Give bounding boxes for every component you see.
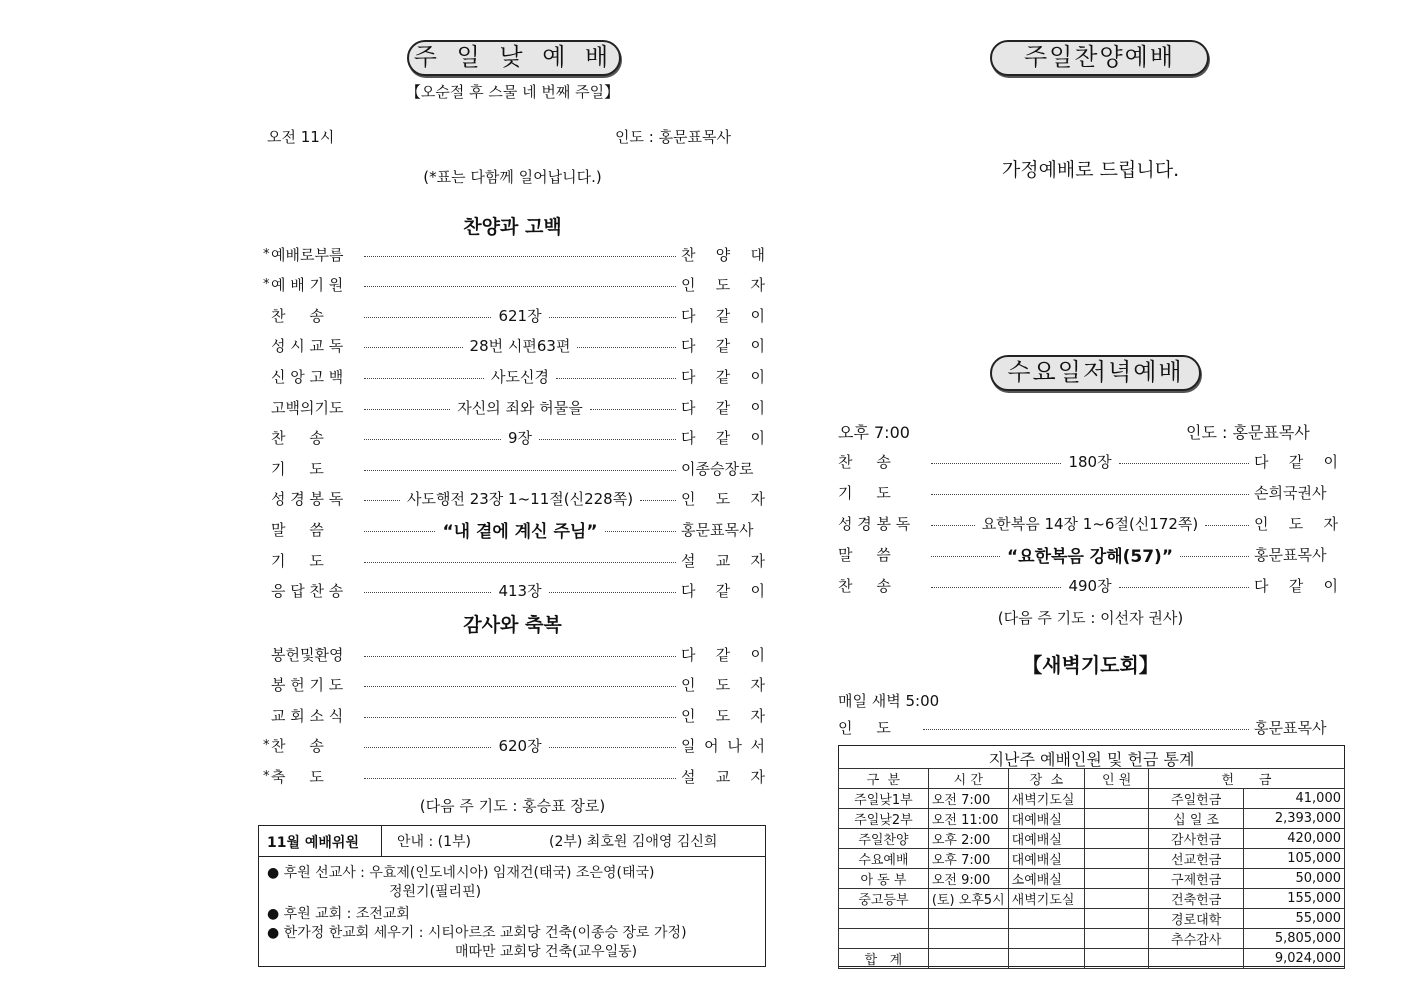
order-person: 설 교 자 xyxy=(681,551,765,570)
leader-dots xyxy=(923,729,1249,730)
stats-cell-amt: 155,000 xyxy=(1244,889,1345,909)
order-person: 인 도 자 xyxy=(681,706,765,725)
stats-title: 지난주 예배인원 및 헌금 통계 xyxy=(988,750,1195,769)
dawn-prayer-title: 【새벽기도회】 xyxy=(1022,653,1159,677)
stats-cell-count xyxy=(1085,869,1149,889)
stats-cell-amt: 9,024,000 xyxy=(1244,949,1345,969)
stats-cell-name: 주일낮2부 xyxy=(839,809,929,829)
order-row xyxy=(263,243,765,265)
leader-dots xyxy=(577,347,676,348)
leader-dots xyxy=(364,562,676,563)
stand-marker: * xyxy=(263,768,270,784)
order-detail: 사도신경 xyxy=(491,367,549,386)
box-header-divider xyxy=(259,856,765,857)
stats-cell-off: 건축헌금 xyxy=(1149,889,1244,909)
order-label: 말 씀 xyxy=(271,520,324,539)
order-person: 다 같 이 xyxy=(1254,576,1338,595)
dawn-leader-row xyxy=(838,716,1338,738)
sunday-time: 오전 11시 xyxy=(267,128,335,146)
order-person: 인 도 자 xyxy=(681,676,765,694)
order-detail: 620장 xyxy=(498,737,542,755)
leader-dots xyxy=(364,378,484,379)
stats-header-cell: 구 분 xyxy=(839,769,929,789)
stats-cell-count xyxy=(1085,949,1149,969)
leader-dots xyxy=(364,439,501,440)
stats-cell-name: 합 계 xyxy=(839,949,929,969)
leader-dots xyxy=(931,463,1061,464)
stats-cell-name xyxy=(839,929,929,949)
order-person: 다 같 이 xyxy=(681,337,765,356)
leader-dots xyxy=(364,686,676,687)
leader-dots xyxy=(364,470,676,471)
order-detail: 자신의 죄와 허물을 xyxy=(457,398,583,417)
order-detail: 요한복음 14장 1~6절(신172쪽) xyxy=(981,514,1199,533)
dawn-leader-label: 인 도 xyxy=(838,718,891,737)
church-planting-line-2: 매따만 교회당 건축(교우일동) xyxy=(455,944,638,960)
order-row xyxy=(263,304,765,326)
order-person: 다 같 이 xyxy=(681,306,765,325)
order-detail: 180장 xyxy=(1068,452,1112,471)
stats-cell-place: 소예배실 xyxy=(1008,869,1085,889)
order-label: 고백의기도 xyxy=(271,398,344,417)
order-label: 찬 송 xyxy=(838,576,891,595)
order-row xyxy=(838,450,1338,472)
order-person: 이종승장로 xyxy=(681,459,754,478)
order-row xyxy=(263,580,765,602)
stats-cell-name: 중고등부 xyxy=(839,889,929,909)
leader-dots xyxy=(364,317,491,318)
order-label: 찬 송 xyxy=(271,306,324,325)
stats-row xyxy=(839,929,1345,949)
stats-cell-amt: 420,000 xyxy=(1244,829,1345,849)
box-header-vdivider xyxy=(381,826,382,856)
stats-cell-off xyxy=(1149,949,1244,969)
stats-cell-name xyxy=(839,909,929,929)
sunday-praise-title: 주일찬양예배 xyxy=(990,40,1209,76)
order-label: 신 앙 고 백 xyxy=(271,367,344,386)
wednesday-service-title: 수요일저녁예배 xyxy=(990,355,1201,391)
missionary-line: ● 후원 선교사 : 우효제(인도네시아) 임재건(태국) 조은영(태국) xyxy=(267,865,655,881)
order-person: 찬 양 대 xyxy=(681,245,765,264)
stats-row xyxy=(839,949,1345,969)
section-thanks-blessing: 감사와 축복 xyxy=(463,614,562,636)
leader-dots xyxy=(539,439,676,440)
order-row xyxy=(263,518,765,540)
order-label: 축 도 xyxy=(271,767,324,786)
stats-cell-amt: 5,805,000 xyxy=(1244,929,1345,949)
stats-cell-count xyxy=(1085,889,1149,909)
order-person: 다 같 이 xyxy=(681,367,765,386)
order-row xyxy=(838,481,1338,503)
leader-dots xyxy=(931,587,1061,588)
order-person: 인 도 자 xyxy=(681,490,766,509)
order-person: 일 어 나 서 xyxy=(681,737,765,755)
order-label: 찬 송 xyxy=(271,737,324,755)
sunday-service-title: 주 일 낮 예 배 xyxy=(407,40,621,76)
leader-dots xyxy=(931,556,1000,557)
leader-dots xyxy=(549,317,676,318)
leader-dots xyxy=(1119,463,1249,464)
stats-cell-name: 주일찬양 xyxy=(839,829,929,849)
order-person: 다 같 이 xyxy=(681,398,765,417)
leader-dots xyxy=(364,531,435,532)
stand-marker: * xyxy=(263,738,270,753)
order-person: 다 같 이 xyxy=(681,429,766,448)
order-label: 성 경 봉 독 xyxy=(838,514,911,533)
order-row xyxy=(263,765,765,787)
order-row xyxy=(263,274,765,296)
committee-second: (2부) 최호원 김애영 김신희 xyxy=(549,834,718,850)
stats-cell-off: 경로대학 xyxy=(1149,909,1244,929)
order-row xyxy=(838,574,1338,596)
standing-note: (*표는 다함께 일어납니다.) xyxy=(423,168,602,186)
stats-cell-off: 추수감사 xyxy=(1149,929,1244,949)
stats-cell-name: 수요예배 xyxy=(839,849,929,869)
order-row xyxy=(263,335,765,357)
order-row xyxy=(263,674,765,696)
stats-table xyxy=(838,768,1345,969)
order-label: 찬 송 xyxy=(271,429,324,448)
order-person: 다 같 이 xyxy=(1254,452,1338,471)
order-row xyxy=(263,549,765,571)
next-prayer-note: (다음 주 기도 : 홍승표 장로) xyxy=(419,797,606,815)
leader-dots xyxy=(931,494,1249,495)
order-detail: 사도행전 23장 1~11절(신228쪽) xyxy=(406,490,634,509)
committee-label: 11월 예배위원 xyxy=(267,835,359,851)
wednesday-next-prayer: (다음 주 기도 : 이선자 권사) xyxy=(997,609,1184,627)
stats-header-row xyxy=(839,769,1345,789)
stats-cell-time: 오후 2:00 xyxy=(928,829,1008,849)
stats-row xyxy=(839,829,1345,849)
order-row xyxy=(263,396,765,418)
order-label: 찬 송 xyxy=(838,452,891,471)
church-planting-line: ● 한가정 한교회 세우기 : 시티아르조 교회당 건축(이종승 장로 가정) xyxy=(267,925,687,941)
dawn-leader-value: 홍문표목사 xyxy=(1254,718,1327,737)
stand-marker: * xyxy=(263,277,270,293)
stats-row xyxy=(839,909,1345,929)
supported-church-line: ● 후원 교회 : 조전교회 xyxy=(267,906,410,922)
stats-header-cell: 시 간 xyxy=(928,769,1008,789)
stats-cell-amt: 41,000 xyxy=(1244,789,1345,809)
stats-cell-name: 주일낮1부 xyxy=(839,789,929,809)
committee-guide: 안내 : (1부) xyxy=(397,834,472,850)
stats-header-cell: 헌 금 xyxy=(1149,769,1345,789)
stats-cell-time: 오후 7:00 xyxy=(928,849,1008,869)
stats-cell-count xyxy=(1085,929,1149,949)
worship-committee-box xyxy=(258,825,766,967)
order-person: 손희국권사 xyxy=(1254,483,1327,502)
stats-cell-off: 선교헌금 xyxy=(1149,849,1244,869)
wednesday-leader: 인도 : 홍문표목사 xyxy=(1186,423,1310,442)
leader-dots xyxy=(364,500,400,501)
leader-dots xyxy=(364,717,676,718)
stats-cell-time: 오전 11:00 xyxy=(928,809,1008,829)
order-label: 예배로부름 xyxy=(271,245,344,264)
stats-cell-time xyxy=(928,909,1008,929)
stats-cell-time: (토) 오후5시 xyxy=(928,889,1008,909)
order-label: 교 회 소 식 xyxy=(271,706,344,725)
order-detail: 9장 xyxy=(507,429,533,448)
leader-dots xyxy=(556,378,676,379)
leader-dots xyxy=(364,286,676,287)
order-person: 홍문표목사 xyxy=(1254,545,1327,564)
leader-dots xyxy=(549,592,676,593)
leader-dots xyxy=(364,409,450,410)
stats-cell-time: 오전 7:00 xyxy=(928,789,1008,809)
order-detail: 490장 xyxy=(1068,576,1112,595)
leader-dots xyxy=(364,592,491,593)
order-detail: “요한복음 강해(57)” xyxy=(1007,546,1173,567)
stats-cell-place: 대예배실 xyxy=(1008,809,1085,829)
stats-cell-count xyxy=(1085,829,1149,849)
stats-cell-place: 새벽기도실 xyxy=(1008,789,1085,809)
order-person: 인 도 자 xyxy=(1254,514,1339,533)
stats-cell-amt: 50,000 xyxy=(1244,869,1345,889)
family-worship-note: 가정예배로 드립니다. xyxy=(1001,159,1180,181)
stats-cell-amt: 2,393,000 xyxy=(1244,809,1345,829)
sunday-leader: 인도 : 홍문표목사 xyxy=(615,128,732,146)
order-label: 기 도 xyxy=(838,483,891,502)
leader-dots xyxy=(364,656,676,657)
stats-header-cell: 인 원 xyxy=(1085,769,1149,789)
leader-dots xyxy=(364,347,463,348)
order-person: 다 같 이 xyxy=(681,645,765,664)
leader-dots xyxy=(1180,556,1249,557)
leader-dots xyxy=(605,531,676,532)
stats-cell-place xyxy=(1008,909,1085,929)
order-row xyxy=(838,543,1338,565)
leader-dots xyxy=(1119,587,1249,588)
stats-cell-off: 구제헌금 xyxy=(1149,869,1244,889)
stats-cell-place xyxy=(1008,949,1085,969)
order-label: 봉헌및환영 xyxy=(271,645,344,664)
stats-cell-count xyxy=(1085,849,1149,869)
stats-cell-count xyxy=(1085,909,1149,929)
order-label: 말 씀 xyxy=(838,545,891,564)
order-detail: 621장 xyxy=(498,306,542,325)
order-row xyxy=(263,365,765,387)
order-row xyxy=(263,643,765,665)
leader-dots xyxy=(590,409,676,410)
order-detail: 28번 시편63편 xyxy=(469,337,571,356)
stats-cell-place: 대예배실 xyxy=(1008,829,1085,849)
leader-dots xyxy=(364,256,676,257)
order-row xyxy=(263,704,765,726)
order-row xyxy=(263,457,765,479)
section-praise-confession: 찬양과 고백 xyxy=(463,216,562,238)
order-row xyxy=(263,427,765,449)
order-person: 인 도 자 xyxy=(681,276,765,295)
stats-cell-off: 감사헌금 xyxy=(1149,829,1244,849)
stats-row xyxy=(839,789,1345,809)
stats-row xyxy=(839,849,1345,869)
stats-cell-count xyxy=(1085,809,1149,829)
order-person: 다 같 이 xyxy=(681,582,765,601)
order-row xyxy=(263,488,765,510)
order-label: 기 도 xyxy=(271,459,324,478)
stats-cell-place: 대예배실 xyxy=(1008,849,1085,869)
wednesday-time: 오후 7:00 xyxy=(838,423,910,442)
order-detail: “내 곁에 계신 주님” xyxy=(442,521,598,542)
leader-dots xyxy=(640,500,676,501)
order-label: 봉 헌 기 도 xyxy=(271,676,344,694)
missionary-line-2: 정원기(필리핀) xyxy=(389,884,482,900)
stats-cell-time xyxy=(928,929,1008,949)
stand-marker: * xyxy=(263,246,270,262)
sunday-subtitle: 【오순절 후 스물 네 번째 주일】 xyxy=(405,83,620,101)
leader-dots xyxy=(1205,525,1249,526)
stats-row xyxy=(839,889,1345,909)
dawn-time: 매일 새벽 5:00 xyxy=(838,692,940,710)
order-row xyxy=(263,735,765,757)
order-person: 설 교 자 xyxy=(681,767,765,786)
stats-cell-count xyxy=(1085,789,1149,809)
stats-cell-time xyxy=(928,949,1008,969)
order-label: 기 도 xyxy=(271,551,324,570)
leader-dots xyxy=(364,747,491,748)
order-label: 성 경 봉 독 xyxy=(271,490,344,509)
leader-dots xyxy=(364,778,676,779)
order-label: 예 배 기 원 xyxy=(271,276,344,295)
stats-cell-amt: 105,000 xyxy=(1244,849,1345,869)
order-detail: 413장 xyxy=(498,582,542,601)
order-row xyxy=(838,512,1338,534)
stats-row xyxy=(839,809,1345,829)
stats-cell-name: 아 동 부 xyxy=(839,869,929,889)
order-label: 응 답 찬 송 xyxy=(271,582,344,601)
order-person: 홍문표목사 xyxy=(681,520,754,539)
leader-dots xyxy=(931,525,975,526)
stats-cell-place: 새벽기도실 xyxy=(1008,889,1085,909)
order-label: 성 시 교 독 xyxy=(271,337,344,356)
stats-cell-off: 십 일 조 xyxy=(1149,809,1244,829)
leader-dots xyxy=(549,747,676,748)
stats-cell-time: 오전 9:00 xyxy=(928,869,1008,889)
stats-cell-off: 주일헌금 xyxy=(1149,789,1244,809)
stats-header-cell: 장 소 xyxy=(1008,769,1085,789)
stats-row xyxy=(839,869,1345,889)
stats-cell-place xyxy=(1008,929,1085,949)
stats-cell-amt: 55,000 xyxy=(1244,909,1345,929)
